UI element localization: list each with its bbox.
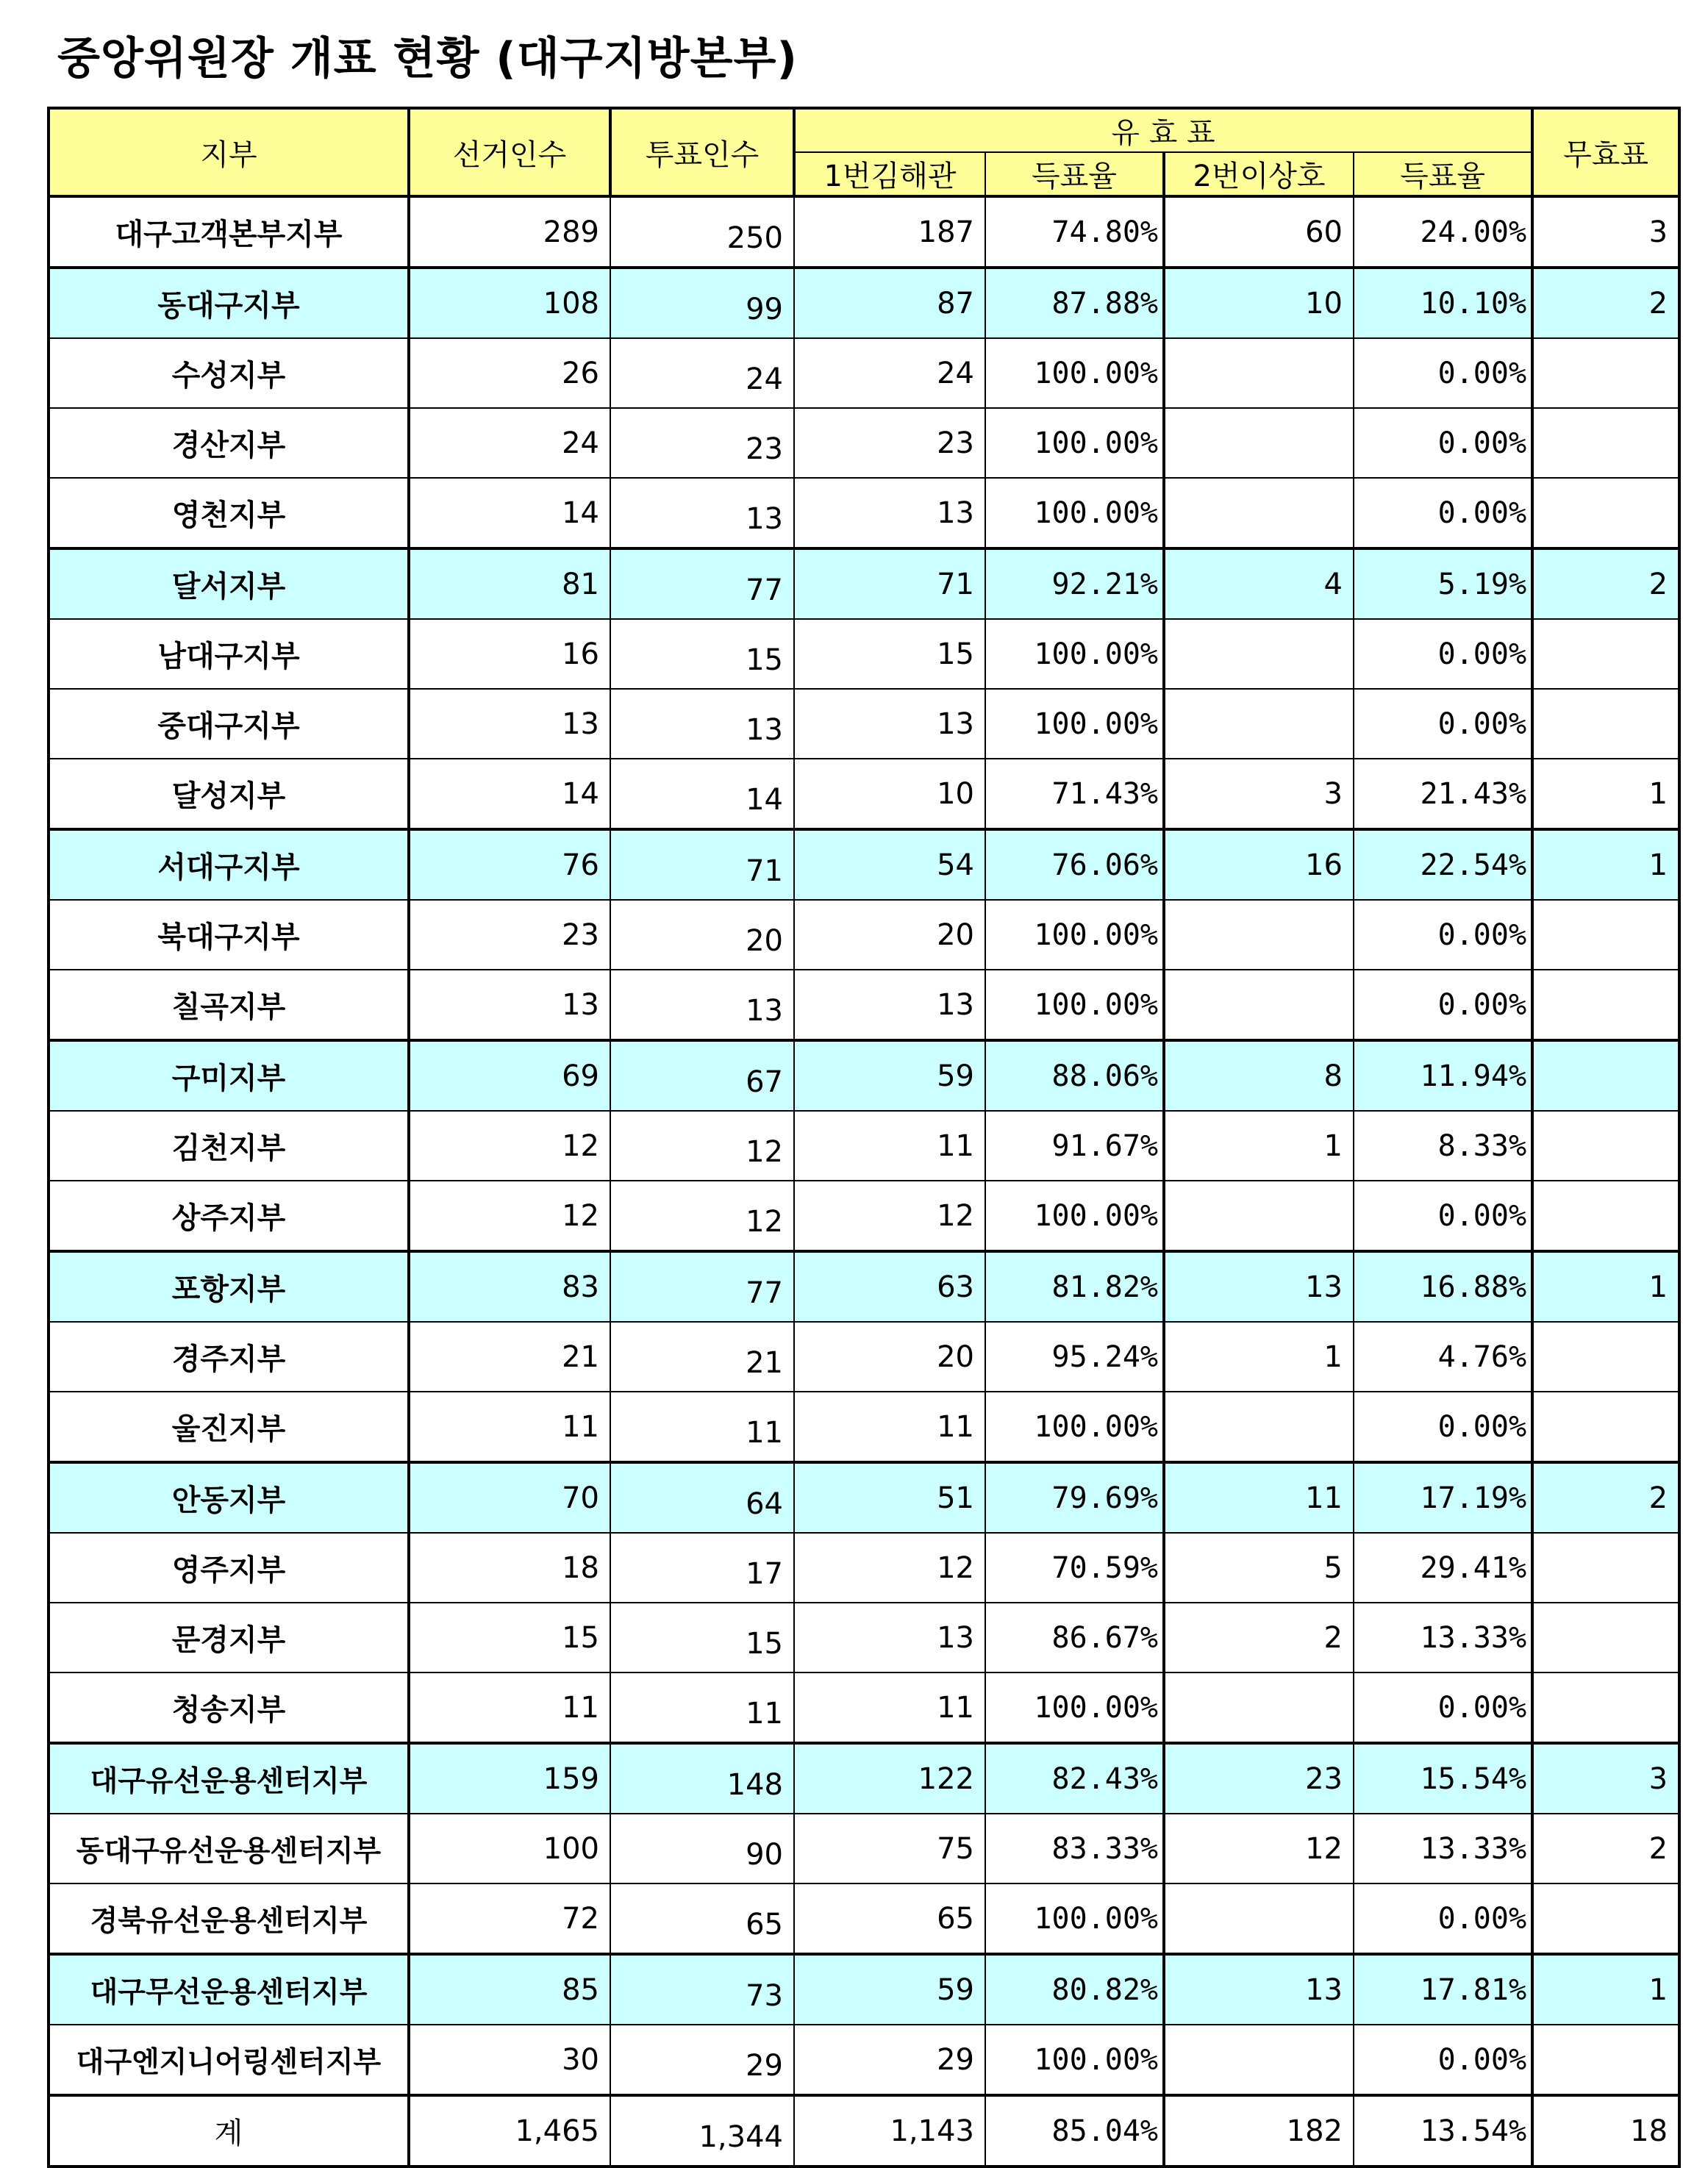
cell-cand2-rate: 13.33% [1354,1603,1532,1672]
cell-cand2-rate: 11.94% [1354,1040,1532,1111]
cell-electors: 85 [409,1954,610,2025]
header-invalid: 무효표 [1532,108,1679,196]
cell-branch: 대구유선운용센터지부 [49,1743,409,1814]
cell-cand1-votes: 75 [794,1814,985,1883]
cell-voters: 1,344 [610,2095,794,2167]
cell-cand1-votes: 87 [794,268,985,338]
header-cand2: 2번이상호 [1164,152,1354,196]
cell-voters: 12 [610,1181,794,1251]
cell-cand2-votes: 3 [1164,759,1354,829]
cell-voters: 12 [610,1111,794,1181]
cell-cand1-rate: 100.00% [985,408,1164,478]
cell-voters: 11 [610,1392,794,1462]
cell-voters: 15 [610,1603,794,1672]
cell-cand1-votes: 51 [794,1462,985,1533]
cell-voters: 73 [610,1954,794,2025]
cell-cand1-votes: 24 [794,338,985,408]
cell-cand1-votes: 59 [794,1040,985,1111]
cell-voters: 15 [610,619,794,689]
cell-cand1-rate: 100.00% [985,338,1164,408]
cell-cand1-rate: 83.33% [985,1814,1164,1883]
cell-voters: 13 [610,478,794,548]
cell-cand2-rate: 13.33% [1354,1814,1532,1883]
header-cand1: 1번김해관 [794,152,985,196]
cell-cand2-votes: 23 [1164,1743,1354,1814]
cell-cand1-rate: 86.67% [985,1603,1164,1672]
cell-cand1-rate: 76.06% [985,829,1164,900]
cell-cand2-rate: 24.00% [1354,196,1532,268]
table-row [49,759,1679,829]
cell-branch: 울진지부 [49,1392,409,1462]
cell-cand1-votes: 187 [794,196,985,268]
cell-cand1-rate: 91.67% [985,1111,1164,1181]
cell-cand2-rate: 0.00% [1354,478,1532,548]
table-row [49,2025,1679,2095]
cell-cand1-rate: 87.88% [985,268,1164,338]
cell-invalid: 2 [1532,1462,1679,1533]
cell-voters: 65 [610,1883,794,1954]
page-title: 중앙위원장 개표 현황 (대구지방본부) [57,33,798,85]
cell-cand1-rate: 70.59% [985,1533,1164,1603]
cell-cand1-rate: 81.82% [985,1251,1164,1322]
table-row [49,1954,1679,2025]
cell-branch: 안동지부 [49,1462,409,1533]
cell-invalid [1532,1392,1679,1462]
cell-cand1-votes: 13 [794,689,985,759]
cell-electors: 30 [409,2025,610,2095]
cell-electors: 18 [409,1533,610,1603]
table-row [49,268,1679,338]
cell-cand1-votes: 15 [794,619,985,689]
cell-electors: 70 [409,1462,610,1533]
cell-electors: 15 [409,1603,610,1672]
cell-voters: 14 [610,759,794,829]
cell-branch: 경북유선운용센터지부 [49,1883,409,1954]
table-row [49,970,1679,1040]
cell-cand1-rate: 92.21% [985,548,1164,619]
cell-cand1-votes: 13 [794,970,985,1040]
cell-branch: 경산지부 [49,408,409,478]
table-row [49,619,1679,689]
header-rate1: 득표율 [985,152,1164,196]
cell-cand2-rate: 0.00% [1354,900,1532,970]
cell-cand1-rate: 100.00% [985,1181,1164,1251]
cell-invalid [1532,1181,1679,1251]
table-row [49,408,1679,478]
cell-cand2-rate: 0.00% [1354,338,1532,408]
table-row [49,1883,1679,1954]
cell-electors: 14 [409,759,610,829]
cell-electors: 12 [409,1111,610,1181]
cell-cand1-votes: 12 [794,1533,985,1603]
cell-branch: 청송지부 [49,1672,409,1743]
cell-cand1-rate: 100.00% [985,478,1164,548]
table-row [49,1040,1679,1111]
table-row [49,1392,1679,1462]
cell-branch: 칠곡지부 [49,970,409,1040]
cell-cand1-votes: 12 [794,1181,985,1251]
table-row [49,548,1679,619]
cell-cand1-votes: 13 [794,478,985,548]
table-row [49,1603,1679,1672]
cell-cand1-rate: 100.00% [985,1392,1164,1462]
cell-cand2-votes [1164,478,1354,548]
cell-branch: 대구고객본부지부 [49,196,409,268]
cell-cand1-rate: 88.06% [985,1040,1164,1111]
cell-electors: 11 [409,1672,610,1743]
header-electors: 선거인수 [409,108,610,196]
cell-branch: 계 [49,2095,409,2167]
cell-invalid: 18 [1532,2095,1679,2167]
cell-electors: 13 [409,689,610,759]
cell-cand2-rate: 4.76% [1354,1322,1532,1392]
cell-cand1-rate: 100.00% [985,900,1164,970]
cell-branch: 북대구지부 [49,900,409,970]
table-row [49,1462,1679,1533]
cell-electors: 16 [409,619,610,689]
cell-branch: 대구엔지니어링센터지부 [49,2025,409,2095]
table-row [49,1181,1679,1251]
cell-branch: 서대구지부 [49,829,409,900]
header-voters: 투표인수 [610,108,794,196]
cell-cand2-votes: 1 [1164,1111,1354,1181]
cell-branch: 상주지부 [49,1181,409,1251]
cell-cand1-rate: 85.04% [985,2095,1164,2167]
cell-voters: 90 [610,1814,794,1883]
table-row [49,689,1679,759]
cell-cand1-votes: 65 [794,1883,985,1954]
cell-branch: 김천지부 [49,1111,409,1181]
cell-cand1-rate: 95.24% [985,1322,1164,1392]
cell-cand2-rate: 17.81% [1354,1954,1532,2025]
cell-cand2-votes [1164,1672,1354,1743]
cell-cand2-votes [1164,619,1354,689]
cell-cand2-votes: 8 [1164,1040,1354,1111]
cell-invalid [1532,478,1679,548]
cell-cand1-votes: 11 [794,1672,985,1743]
cell-cand2-rate: 0.00% [1354,970,1532,1040]
cell-cand2-votes [1164,1392,1354,1462]
cell-invalid [1532,408,1679,478]
cell-voters: 71 [610,829,794,900]
cell-cand1-rate: 100.00% [985,1672,1164,1743]
cell-electors: 159 [409,1743,610,1814]
table-row [49,1672,1679,1743]
cell-cand2-votes [1164,408,1354,478]
cell-invalid [1532,1603,1679,1672]
cell-cand2-rate: 5.19% [1354,548,1532,619]
cell-cand2-votes: 13 [1164,1954,1354,2025]
cell-branch: 문경지부 [49,1603,409,1672]
table-row [49,196,1679,268]
cell-cand2-rate: 0.00% [1354,2025,1532,2095]
cell-electors: 83 [409,1251,610,1322]
cell-cand1-rate: 100.00% [985,689,1164,759]
cell-electors: 13 [409,970,610,1040]
header-rate2: 득표율 [1354,152,1532,196]
header-valid: 유 효 표 [794,108,1532,152]
cell-cand1-votes: 29 [794,2025,985,2095]
cell-cand2-votes: 10 [1164,268,1354,338]
cell-cand2-votes [1164,900,1354,970]
cell-invalid: 1 [1532,829,1679,900]
cell-invalid [1532,1111,1679,1181]
cell-cand1-votes: 122 [794,1743,985,1814]
cell-invalid [1532,1040,1679,1111]
cell-cand1-votes: 54 [794,829,985,900]
cell-cand2-rate: 22.54% [1354,829,1532,900]
cell-invalid [1532,2025,1679,2095]
cell-cand1-votes: 63 [794,1251,985,1322]
cell-invalid [1532,689,1679,759]
cell-electors: 14 [409,478,610,548]
header-row-1 [49,108,1679,152]
cell-electors: 21 [409,1322,610,1392]
cell-cand2-votes: 11 [1164,1462,1354,1533]
cell-voters: 13 [610,689,794,759]
cell-invalid [1532,1672,1679,1743]
cell-cand1-rate: 100.00% [985,970,1164,1040]
cell-cand1-votes: 11 [794,1111,985,1181]
cell-branch: 중대구지부 [49,689,409,759]
cell-cand2-rate: 29.41% [1354,1533,1532,1603]
cell-electors: 108 [409,268,610,338]
cell-invalid [1532,1883,1679,1954]
cell-cand1-votes: 11 [794,1392,985,1462]
cell-cand2-rate: 16.88% [1354,1251,1532,1322]
cell-voters: 64 [610,1462,794,1533]
cell-cand2-rate: 0.00% [1354,408,1532,478]
cell-cand1-rate: 80.82% [985,1954,1164,2025]
cell-invalid [1532,970,1679,1040]
cell-cand2-rate: 0.00% [1354,689,1532,759]
cell-branch: 영천지부 [49,478,409,548]
table-row [49,1814,1679,1883]
cell-branch: 포항지부 [49,1251,409,1322]
total-row [49,2095,1679,2167]
cell-cand1-rate: 74.80% [985,196,1164,268]
cell-electors: 289 [409,196,610,268]
cell-cand2-rate: 8.33% [1354,1111,1532,1181]
header-branch: 지부 [49,108,409,196]
cell-branch: 달서지부 [49,548,409,619]
cell-electors: 76 [409,829,610,900]
cell-invalid: 3 [1532,1743,1679,1814]
cell-cand2-rate: 17.19% [1354,1462,1532,1533]
cell-voters: 11 [610,1672,794,1743]
cell-branch: 동대구지부 [49,268,409,338]
cell-cand1-votes: 20 [794,900,985,970]
cell-cand1-rate: 82.43% [985,1743,1164,1814]
cell-invalid: 1 [1532,759,1679,829]
cell-cand1-votes: 13 [794,1603,985,1672]
cell-cand2-votes: 13 [1164,1251,1354,1322]
cell-voters: 20 [610,900,794,970]
cell-cand2-votes: 4 [1164,548,1354,619]
cell-invalid [1532,1533,1679,1603]
cell-cand1-votes: 71 [794,548,985,619]
cell-voters: 21 [610,1322,794,1392]
cell-invalid: 3 [1532,196,1679,268]
cell-invalid: 1 [1532,1954,1679,2025]
cell-voters: 67 [610,1040,794,1111]
cell-cand2-votes: 12 [1164,1814,1354,1883]
vote-count-table [47,107,1681,2168]
cell-voters: 24 [610,338,794,408]
cell-cand1-votes: 1,143 [794,2095,985,2167]
cell-cand2-rate: 0.00% [1354,1672,1532,1743]
cell-invalid [1532,1322,1679,1392]
cell-cand2-rate: 21.43% [1354,759,1532,829]
cell-invalid: 2 [1532,548,1679,619]
table-row [49,338,1679,408]
cell-electors: 11 [409,1392,610,1462]
cell-branch: 수성지부 [49,338,409,408]
cell-electors: 23 [409,900,610,970]
cell-branch: 대구무선운용센터지부 [49,1954,409,2025]
cell-voters: 17 [610,1533,794,1603]
table-row [49,1743,1679,1814]
cell-cand2-votes: 16 [1164,829,1354,900]
cell-voters: 99 [610,268,794,338]
cell-cand1-votes: 59 [794,1954,985,2025]
cell-cand2-votes: 5 [1164,1533,1354,1603]
cell-electors: 100 [409,1814,610,1883]
cell-invalid [1532,619,1679,689]
cell-voters: 29 [610,2025,794,2095]
cell-electors: 26 [409,338,610,408]
cell-cand2-votes [1164,338,1354,408]
cell-invalid: 1 [1532,1251,1679,1322]
cell-cand1-votes: 10 [794,759,985,829]
cell-electors: 69 [409,1040,610,1111]
table-row [49,829,1679,900]
cell-cand2-votes: 60 [1164,196,1354,268]
table-row [49,478,1679,548]
cell-electors: 12 [409,1181,610,1251]
cell-branch: 남대구지부 [49,619,409,689]
cell-voters: 148 [610,1743,794,1814]
cell-cand2-rate: 0.00% [1354,1181,1532,1251]
cell-voters: 250 [610,196,794,268]
cell-cand2-votes [1164,1181,1354,1251]
cell-cand2-rate: 10.10% [1354,268,1532,338]
table-row [49,1533,1679,1603]
cell-electors: 24 [409,408,610,478]
cell-cand2-votes: 182 [1164,2095,1354,2167]
cell-cand2-rate: 0.00% [1354,619,1532,689]
cell-cand2-votes [1164,689,1354,759]
cell-electors: 1,465 [409,2095,610,2167]
cell-cand1-rate: 79.69% [985,1462,1164,1533]
cell-cand1-rate: 71.43% [985,759,1164,829]
cell-electors: 72 [409,1883,610,1954]
table-row [49,1251,1679,1322]
cell-invalid [1532,900,1679,970]
table-row [49,1322,1679,1392]
cell-electors: 81 [409,548,610,619]
cell-cand2-rate: 0.00% [1354,1392,1532,1462]
cell-cand1-votes: 20 [794,1322,985,1392]
cell-branch: 영주지부 [49,1533,409,1603]
cell-cand2-votes [1164,2025,1354,2095]
cell-voters: 77 [610,548,794,619]
cell-cand2-rate: 13.54% [1354,2095,1532,2167]
cell-cand1-rate: 100.00% [985,2025,1164,2095]
cell-cand1-rate: 100.00% [985,1883,1164,1954]
cell-branch: 경주지부 [49,1322,409,1392]
cell-cand2-rate: 0.00% [1354,1883,1532,1954]
cell-cand2-votes: 2 [1164,1603,1354,1672]
cell-branch: 달성지부 [49,759,409,829]
cell-cand2-votes: 1 [1164,1322,1354,1392]
cell-voters: 13 [610,970,794,1040]
cell-voters: 77 [610,1251,794,1322]
cell-voters: 23 [610,408,794,478]
cell-cand2-votes [1164,1883,1354,1954]
cell-cand2-rate: 15.54% [1354,1743,1532,1814]
cell-cand1-rate: 100.00% [985,619,1164,689]
cell-cand1-votes: 23 [794,408,985,478]
cell-invalid: 2 [1532,1814,1679,1883]
table-row [49,900,1679,970]
cell-cand2-votes [1164,970,1354,1040]
table-row [49,1111,1679,1181]
cell-invalid: 2 [1532,268,1679,338]
cell-invalid [1532,338,1679,408]
cell-branch: 구미지부 [49,1040,409,1111]
cell-branch: 동대구유선운용센터지부 [49,1814,409,1883]
